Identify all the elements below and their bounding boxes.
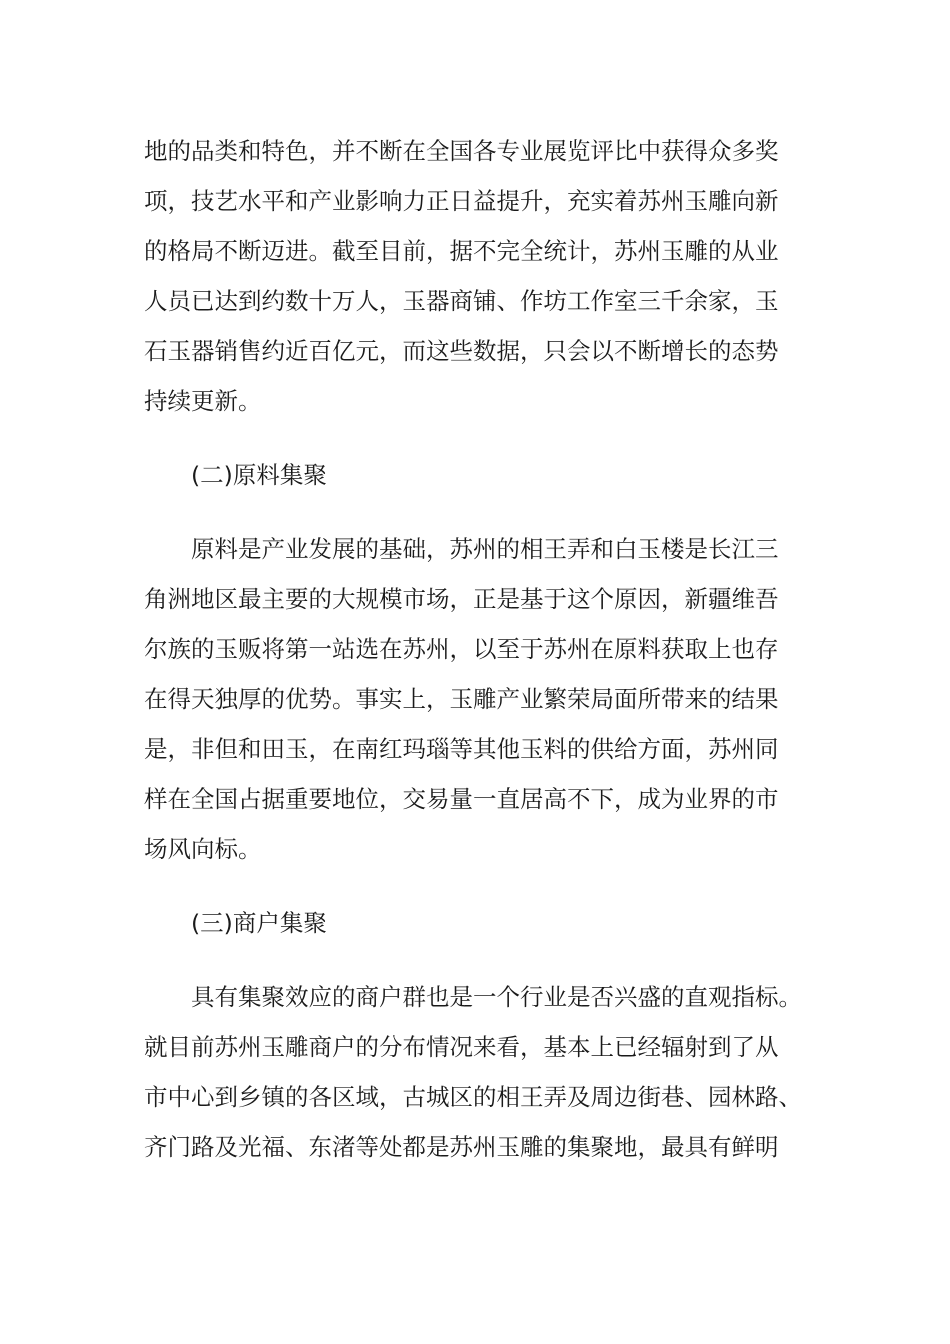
paragraph-gap	[144, 874, 814, 898]
paragraph-gap	[144, 426, 814, 450]
text-line: 就目前苏州玉雕商户的分布情况来看，基本上已经辐射到了从	[144, 1033, 779, 1061]
paragraph-gap	[144, 500, 814, 524]
document-page	[144, 126, 814, 1172]
paragraph-continuation	[144, 126, 814, 426]
section-heading-merchants: (三)商户集聚	[191, 909, 327, 937]
paragraph-merchants	[144, 972, 814, 1172]
text-line: 人员已达到约数十万人，玉器商铺、作坊工作室三千余家，玉	[144, 287, 779, 315]
text-line: 齐门路及光福、东渚等处都是苏州玉雕的集聚地，最具有鲜明	[144, 1133, 779, 1161]
text-line: 原料是产业发展的基础，苏州的相王弄和白玉楼是长江三	[191, 535, 779, 563]
text-line: 角洲地区最主要的大规模市场，正是基于这个原因，新疆维吾	[144, 585, 779, 613]
text-line: 具有集聚效应的商户群也是一个行业是否兴盛的直观指标。	[191, 983, 802, 1011]
text-line: 在得天独厚的优势。事实上，玉雕产业繁荣局面所带来的结果	[144, 685, 779, 713]
text-line: 市中心到乡镇的各区域，古城区的相王弄及周边街巷、园林路、	[144, 1083, 802, 1111]
text-line: 尔族的玉贩将第一站选在苏州，以至于苏州在原料获取上也存	[144, 635, 779, 663]
text-line: 持续更新。	[144, 387, 262, 415]
text-line: 场风向标。	[144, 835, 262, 863]
paragraph-raw-materials	[144, 524, 814, 874]
text-line: 的格局不断迈进。截至目前，据不完全统计，苏州玉雕的从业	[144, 237, 779, 265]
paragraph-gap	[144, 948, 814, 972]
text-line: 样在全国占据重要地位，交易量一直居高不下，成为业界的市	[144, 785, 779, 813]
section-heading-raw-materials: (二)原料集聚	[191, 461, 327, 489]
text-line: 是，非但和田玉，在南红玛瑙等其他玉料的供给方面，苏州同	[144, 735, 779, 763]
text-line: 地的品类和特色，并不断在全国各专业展览评比中获得众多奖	[144, 137, 779, 165]
text-line: 石玉器销售约近百亿元，而这些数据，只会以不断增长的态势	[144, 337, 779, 365]
text-line: 项，技艺水平和产业影响力正日益提升，充实着苏州玉雕向新	[144, 187, 779, 215]
